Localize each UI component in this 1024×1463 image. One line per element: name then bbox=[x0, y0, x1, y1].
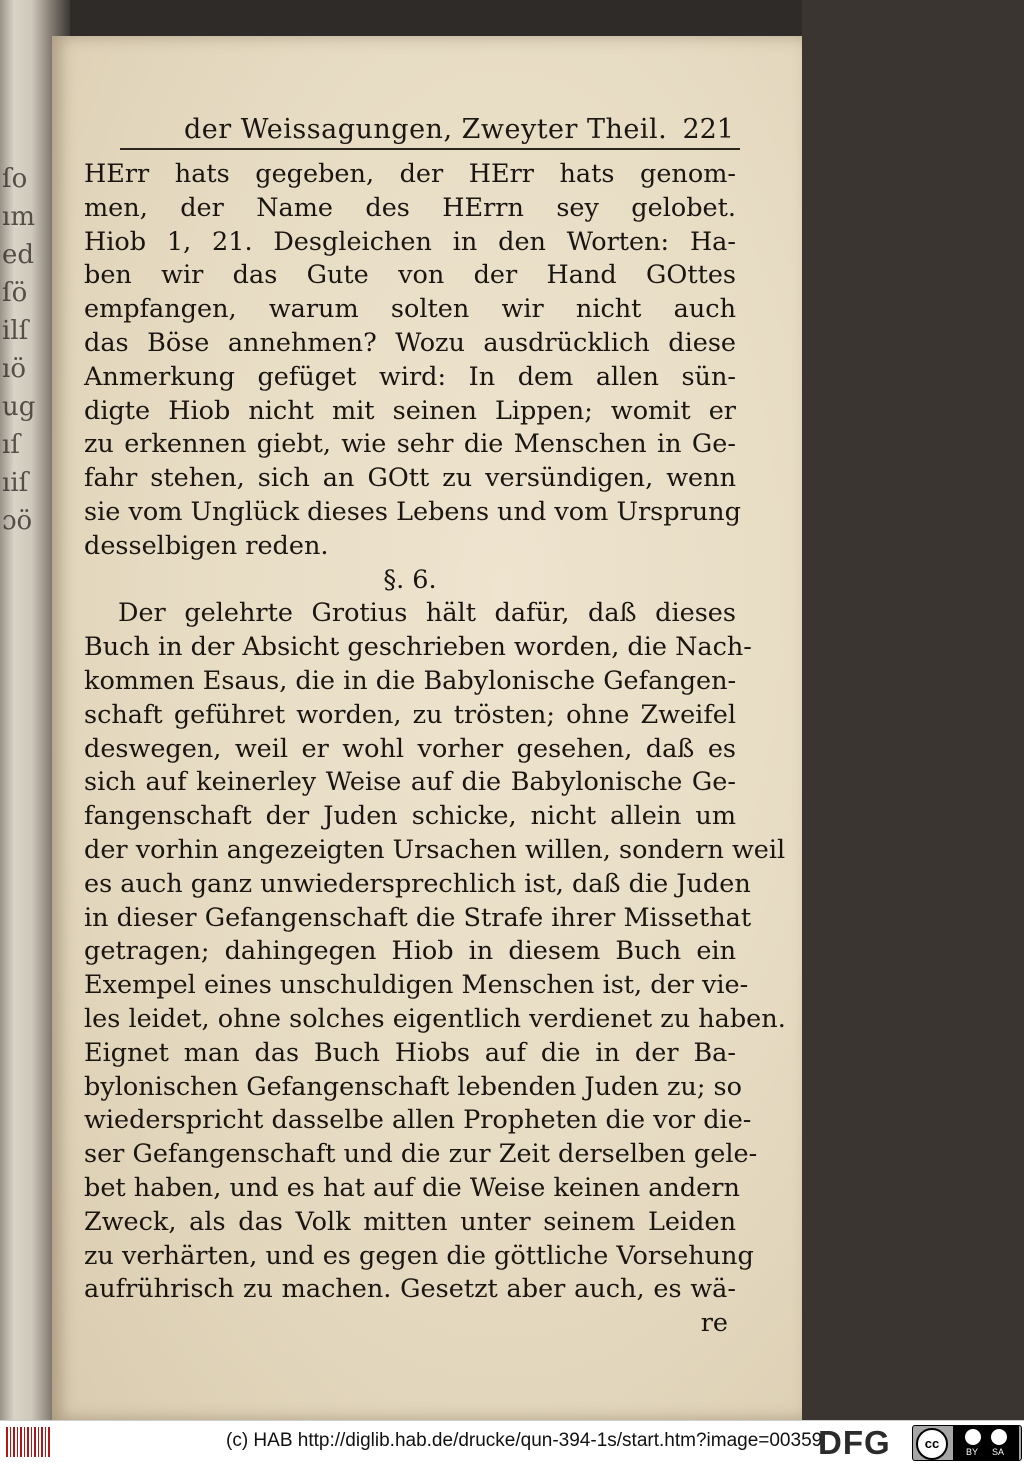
text-line: Hiob 1, 21. Desgleichen in den Worten: Ha- bbox=[84, 226, 736, 257]
text-line: fahr stehen, sich an GOtt zu versündigen, wenn bbox=[84, 463, 736, 494]
text-line: zu verhärten, und es gegen die göttliche Vorsehung bbox=[84, 1240, 754, 1271]
running-title: der Weissagungen, Zweyter Theil. bbox=[184, 114, 668, 145]
source-credit-link[interactable]: (c) HAB http://diglib.hab.de/drucke/qun-394-1s/start.htm?image=00359 bbox=[226, 1430, 823, 1451]
license-sa-label: SA bbox=[992, 1447, 1005, 1457]
attribution-icon bbox=[965, 1429, 981, 1445]
margin-fragment: ıiſ bbox=[2, 468, 29, 498]
margin-fragment: ɔö bbox=[2, 506, 33, 536]
license-attributes bbox=[953, 1426, 1019, 1460]
text-line: ben wir das Gute von der Hand GOttes bbox=[84, 260, 736, 291]
text-line: bylonischen Gefangenschaft lebenden Juden zu; so bbox=[84, 1071, 742, 1102]
share-alike-icon bbox=[991, 1429, 1007, 1445]
page-header bbox=[120, 112, 740, 150]
license-by-label: BY bbox=[966, 1447, 979, 1457]
text-line: Anmerkung gefüget wird: In dem allen sün- bbox=[84, 361, 736, 392]
text-line: men, der Name des HErrn sey gelobet. bbox=[84, 192, 736, 223]
text-line: desselbigen reden. bbox=[84, 530, 329, 561]
text-line: Exempel eines unschuldigen Menschen ist, der vie- bbox=[84, 970, 749, 1001]
margin-fragment: ed bbox=[2, 240, 35, 270]
text-line: deswegen, weil er wohl vorher gesehen, daß es bbox=[84, 733, 736, 764]
text-line: kommen Esaus, die in die Babylonische Gefangen- bbox=[84, 665, 737, 696]
margin-fragment: ſö bbox=[2, 278, 28, 308]
text-line: les leidet, ohne solches eigentlich verdienet zu haben. bbox=[84, 1003, 786, 1034]
text-line: das Böse annehmen? Wozu ausdrücklich diese bbox=[84, 327, 736, 358]
catchword: re bbox=[700, 1308, 728, 1339]
margin-fragment: ıſ bbox=[2, 430, 20, 460]
margin-fragment: ilſ bbox=[2, 316, 29, 346]
text-line: empfangen, warum solten wir nicht auch bbox=[84, 294, 736, 325]
text-line: ser Gefangenschaft und die zur Zeit derselben gele- bbox=[84, 1139, 758, 1170]
text-line: fangenschaft der Juden schicke, nicht allein um bbox=[84, 801, 736, 832]
margin-fragments bbox=[2, 160, 36, 540]
cc-license-badge[interactable] bbox=[912, 1425, 1022, 1461]
text-line: bet haben, und es hat auf die Weise keinen andern bbox=[84, 1172, 740, 1203]
barcode-icon bbox=[6, 1427, 50, 1457]
text-line: der vorhin angezeigten Ursachen willen, sondern weil bbox=[84, 834, 786, 865]
margin-fragment: ıö bbox=[2, 354, 26, 384]
text-line: schaft geführet worden, zu trösten; ohne Zweifel bbox=[84, 699, 736, 730]
text-line: getragen; dahingegen Hiob in diesem Buch ein bbox=[84, 936, 736, 967]
text-line: HErr hats gegeben, der HErr hats genom- bbox=[84, 159, 736, 189]
text-line: es auch ganz unwiedersprechlich ist, daß die Juden bbox=[84, 868, 751, 899]
page-body bbox=[84, 158, 786, 1341]
text-line: wiederspricht dasselbe allen Propheten die vor die- bbox=[84, 1105, 752, 1136]
section-heading: §. 6. bbox=[383, 564, 437, 595]
margin-fragment: ug bbox=[2, 392, 36, 422]
text-line: digte Hiob nicht mit seinen Lippen; womit er bbox=[84, 395, 736, 426]
text-line: Buch in der Absicht geschrieben worden, die Nach- bbox=[84, 632, 752, 663]
text-line: in dieser Gefangenschaft die Strafe ihrer Missethat bbox=[84, 902, 752, 933]
cc-icon: cc bbox=[916, 1428, 948, 1460]
text-line: sich auf keinerley Weise auf die Babylonische Ge- bbox=[84, 767, 736, 798]
text-line: zu erkennen giebt, wie sehr die Menschen in Ge- bbox=[84, 429, 736, 460]
dfg-logo: DFG bbox=[818, 1424, 891, 1461]
viewer-footer bbox=[0, 1420, 1024, 1463]
text-line: sie vom Unglück dieses Lebens und vom Ursprung bbox=[84, 496, 741, 527]
text-line: Der gelehrte Grotius hält dafür, daß dieses bbox=[118, 598, 736, 629]
text-line: Zweck, als das Volk mitten unter seinem Leiden bbox=[84, 1206, 736, 1237]
text-line: aufrührisch zu machen. Gesetzt aber auch, es wä- bbox=[84, 1274, 736, 1305]
margin-fragment: ım bbox=[2, 202, 35, 232]
background-right bbox=[802, 0, 1024, 1420]
page-number: 221 bbox=[682, 114, 734, 145]
text-line: Eignet man das Buch Hiobs auf die in der Ba- bbox=[84, 1037, 736, 1068]
margin-fragment: ſo bbox=[2, 164, 28, 194]
